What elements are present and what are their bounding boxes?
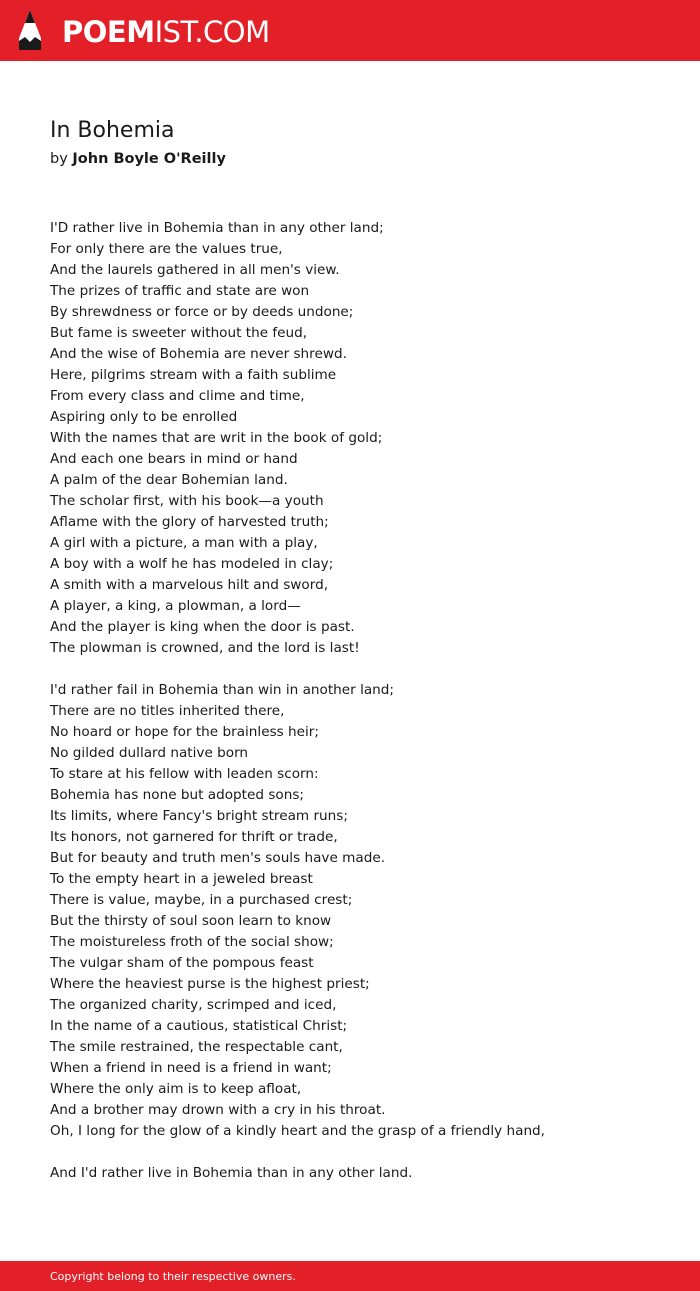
poem-line: And I'd rather live in Bohemia than in any other land.: [50, 1165, 413, 1181]
copyright-text: Copyright belong to their respective owners.: [50, 1270, 296, 1283]
poem-line: A boy with a wolf he has modeled in clay;: [50, 556, 334, 572]
poem-line: I'd rather fail in Bohemia than win in another land;: [50, 682, 394, 698]
poem-line: A smith with a marvelous hilt and sword,: [50, 577, 329, 593]
poem-title: In Bohemia: [50, 118, 175, 143]
poem-line: From every class and clime and time,: [50, 388, 305, 404]
poem-body: [50, 218, 670, 1205]
poem-line: Here, pilgrims stream with a faith sublime: [50, 367, 337, 383]
poem-line: By shrewdness or force or by deeds undone;: [50, 304, 354, 320]
poem-line: A palm of the dear Bohemian land.: [50, 472, 288, 488]
poem-line: The organized charity, scrimped and iced,: [50, 997, 337, 1013]
poem-line: But for beauty and truth men's souls have made.: [50, 850, 386, 866]
byline: [50, 148, 226, 170]
poem-line: Its limits, where Fancy's bright stream runs;: [50, 808, 348, 824]
poem-line: And the player is king when the door is past.: [50, 619, 355, 635]
poem-line: There are no titles inherited there,: [50, 703, 285, 719]
stanza: [50, 1163, 670, 1184]
poem-line: But fame is sweeter without the feud,: [50, 325, 308, 341]
poem-line: In the name of a cautious, statistical Christ;: [50, 1018, 348, 1034]
poem-line: A girl with a picture, a man with a play,: [50, 535, 318, 551]
poem-line: Oh, I long for the glow of a kindly heart and the grasp of a friendly hand,: [50, 1123, 546, 1139]
poem-line: The moistureless froth of the social show;: [50, 934, 334, 950]
poem-line: The prizes of traffic and state are won: [50, 283, 310, 299]
poem-line: And the wise of Bohemia are never shrewd.: [50, 346, 347, 362]
poem-line: A player, a king, a plowman, a lord—: [50, 598, 301, 614]
poem-line: To stare at his fellow with leaden scorn:: [50, 766, 319, 782]
poem-line: No gilded dullard native born: [50, 745, 249, 761]
poem-line: Aflame with the glory of harvested truth;: [50, 514, 329, 530]
poem-line: Its honors, not garnered for thrift or trade,: [50, 829, 338, 845]
poem-line: When a friend in need is a friend in want;: [50, 1060, 332, 1076]
poem-line: The plowman is crowned, and the lord is last!: [50, 640, 360, 656]
site-logo-link[interactable]: [62, 12, 270, 52]
poem-line: The scholar first, with his book—a youth: [50, 493, 324, 509]
poem-line: Bohemia has none but adopted sons;: [50, 787, 304, 803]
poem-line: With the names that are writ in the book of gold;: [50, 430, 383, 446]
poem-line: The vulgar sham of the pompous feast: [50, 955, 314, 971]
by-label: by: [50, 151, 68, 167]
poem-line: And each one bears in mind or hand: [50, 451, 298, 467]
poem-line: Where the heaviest purse is the highest priest;: [50, 976, 370, 992]
stanza: [50, 218, 670, 659]
poem-line: To the empty heart in a jeweled breast: [50, 871, 313, 887]
stanza: [50, 680, 670, 1142]
poem-line: No hoard or hope for the brainless heir;: [50, 724, 319, 740]
poem-line: Where the only aim is to keep afloat,: [50, 1081, 302, 1097]
site-footer: [0, 1261, 700, 1291]
logo-light-text: IST.COM: [154, 15, 270, 49]
author-name: John Boyle O'Reilly: [72, 151, 226, 167]
poem-line: Aspiring only to be enrolled: [50, 409, 238, 425]
poem-line: I'D rather live in Bohemia than in any other land;: [50, 220, 384, 236]
site-header: [0, 0, 700, 61]
poem-line: And the laurels gathered in all men's view.: [50, 262, 340, 278]
poem-line: And a brother may drown with a cry in his throat.: [50, 1102, 386, 1118]
poem-line: There is value, maybe, in a purchased crest;: [50, 892, 353, 908]
pencil-icon: [18, 9, 42, 51]
logo-bold-text: POEM: [62, 15, 155, 49]
poem-line: For only there are the values true,: [50, 241, 283, 257]
poem-line: But the thirsty of soul soon learn to know: [50, 913, 332, 929]
poem-line: The smile restrained, the respectable cant,: [50, 1039, 343, 1055]
